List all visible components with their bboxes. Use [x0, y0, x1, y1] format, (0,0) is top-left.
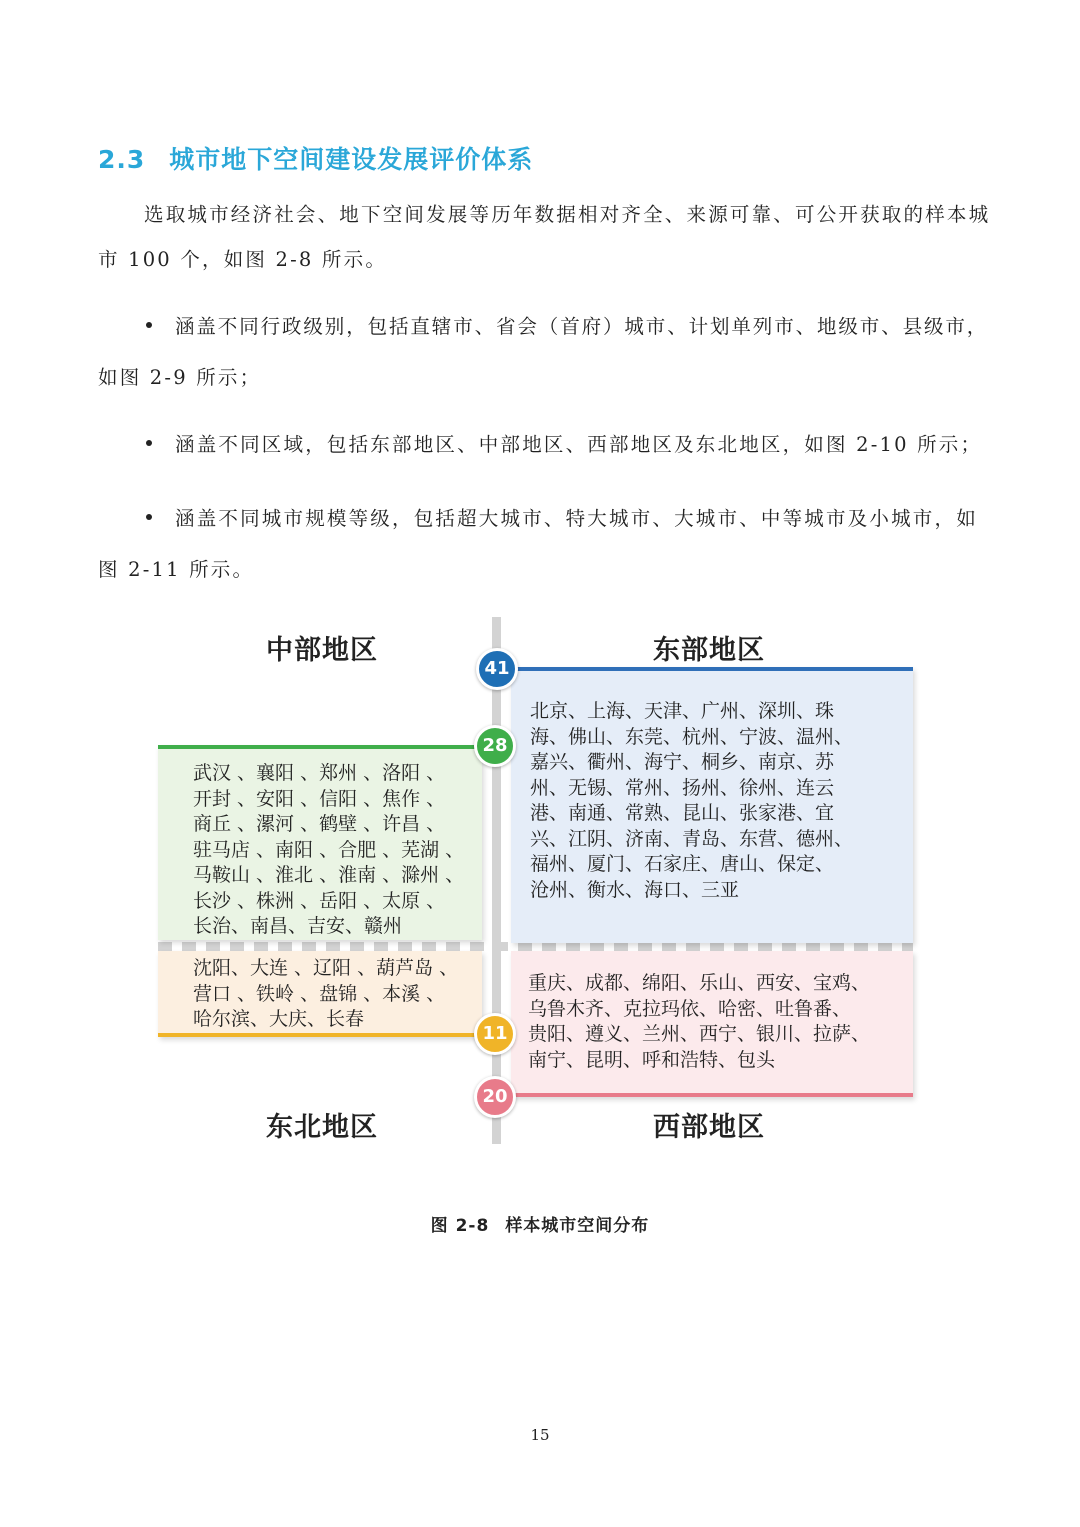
city-line: 营口 、铁岭 、盘锦 、本溪 、: [193, 982, 446, 1005]
bullet-1-line-1: 涵盖不同行政级别，包括直辖市、省会（首府）城市、计划单列市、地级市、县级市，: [175, 315, 989, 338]
city-line: 马鞍山 、淮北 、淮南 、滁州 、: [193, 864, 465, 886]
northeast-count-badge: 11: [474, 1013, 516, 1055]
city-line: 开封 、安阳 、信阳 、焦作 、: [193, 787, 446, 810]
central-count-badge: 28: [474, 725, 516, 767]
city-line: 长治、南昌、吉安、赣州: [193, 915, 403, 937]
bullet-2-line-1: 涵盖不同区域，包括东部地区、中部地区、西部地区及东北地区，如图 2-10 所示；: [175, 433, 983, 456]
west-region-title: 西部地区: [653, 1112, 765, 1143]
city-line: 北京、上海、天津、广州、深圳、珠: [530, 700, 835, 722]
bullet-dot: [146, 514, 152, 520]
bullet-3-line-1: 涵盖不同城市规模等级，包括超大城市、特大城市、大城市、中等城市及小城市，如: [175, 507, 978, 530]
city-line: 沧州、衡水、海口、三亚: [530, 878, 740, 901]
bullet-dot: [146, 322, 152, 328]
northeast-city-box: [158, 951, 482, 1037]
bullet-3-line-2: 图 2-11 所示。: [98, 558, 255, 581]
city-line: 港、南通、常熟、昆山、张家港、宜: [530, 802, 835, 824]
page-number: 15: [530, 1426, 550, 1444]
city-line: 乌鲁木齐、克拉玛依、哈密、吐鲁番、: [528, 997, 852, 1020]
east-region-title: 东部地区: [653, 635, 765, 666]
east-count-badge: 41: [476, 648, 518, 690]
vertical-axis: [492, 617, 501, 1144]
section-title: [98, 140, 533, 176]
city-line: 州、无锡、常州、扬州、徐州、连云: [530, 776, 835, 799]
intro-line-1: 选取城市经济社会、地下空间发展等历年数据相对齐全、来源可靠、可公开获取的样本城: [144, 203, 991, 226]
city-line: 嘉兴、衢州、海宁、桐乡、南京、苏: [530, 751, 835, 773]
horizontal-axis: [158, 942, 913, 951]
section-heading: 城市地下空间建设发展评价体系: [169, 145, 534, 174]
city-line: 哈尔滨、大庆、长春: [193, 1008, 365, 1030]
east-city-box: [511, 667, 913, 943]
city-line: 驻马店 、南阳 、合肥 、芜湖 、: [193, 838, 465, 861]
figure-number: 图 2-8: [430, 1216, 490, 1236]
city-line: 南宁、昆明、呼和浩特、包头: [528, 1048, 776, 1071]
west-city-box: [511, 951, 913, 1097]
northeast-region-title: 东北地区: [266, 1112, 378, 1143]
city-line: 兴、江阴、济南、青岛、东营、德州、: [530, 827, 854, 850]
city-line: 沈阳、大连 、辽阳 、葫芦岛 、: [193, 957, 459, 979]
bullet-1-line-2: 如图 2-9 所示；: [98, 366, 262, 389]
section-number: 2.3: [98, 145, 146, 174]
city-line: 福州、厦门、石家庄、唐山、保定、: [530, 853, 835, 875]
west-count-badge: 20: [474, 1076, 516, 1118]
bullet-dot: [146, 440, 152, 446]
city-line: 海、佛山、东莞、杭州、宁波、温州、: [530, 725, 854, 748]
figure-caption: [0, 1211, 1080, 1236]
figure-caption-text: 样本城市空间分布: [505, 1216, 650, 1236]
central-region-title: 中部地区: [266, 635, 378, 666]
city-line: 武汉 、襄阳 、郑州 、洛阳 、: [193, 762, 446, 784]
city-line: 长沙 、株洲 、岳阳 、太原 、: [193, 889, 446, 912]
intro-line-2: 市 100 个，如图 2-8 所示。: [98, 248, 388, 271]
central-city-box: [158, 745, 482, 940]
city-line: 重庆、成都、绵阳、乐山、西安、宝鸡、: [528, 972, 871, 994]
city-line: 贵阳、遵义、兰州、西宁、银川、拉萨、: [528, 1023, 871, 1045]
city-line: 商丘 、漯河 、鹤壁 、许昌 、: [193, 813, 446, 835]
